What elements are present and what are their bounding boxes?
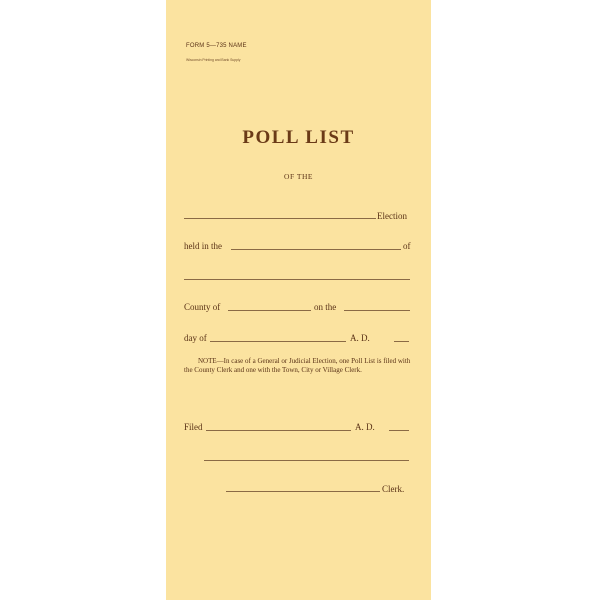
filing-blank[interactable]	[204, 460, 409, 461]
poll-list-form	[166, 0, 431, 600]
ad-label: A. D.	[350, 333, 370, 343]
form-number: FORM 5—735 NAME	[186, 43, 247, 49]
election-label: Election	[377, 211, 407, 221]
clerk-signature-blank[interactable]	[226, 491, 380, 492]
filed-ad-label: A. D.	[355, 422, 375, 432]
municipality-blank[interactable]	[184, 279, 410, 280]
date-blank[interactable]	[344, 310, 410, 311]
on-the-label: on the	[314, 302, 337, 312]
filed-blank[interactable]	[206, 430, 351, 431]
county-blank[interactable]	[228, 310, 311, 311]
year-blank[interactable]	[394, 341, 409, 342]
day-of-blank[interactable]	[210, 341, 346, 342]
of-label: of	[403, 241, 411, 251]
held-in-blank[interactable]	[231, 249, 401, 250]
held-in-label: held in the	[184, 241, 222, 251]
election-name-blank[interactable]	[184, 218, 376, 219]
county-of-label: County of	[184, 302, 221, 312]
note-text: NOTE—In case of a General or Judicial Election, one Poll List is filed with the County Clerk and one with the Town, City or Village Clerk.	[184, 357, 411, 374]
printer-imprint: Wisconsin Printing and Bank Supply	[186, 58, 241, 62]
form-title: POLL LIST	[242, 127, 355, 148]
day-of-label: day of	[184, 333, 207, 343]
filed-label: Filed	[184, 422, 203, 432]
clerk-label: Clerk.	[382, 484, 405, 494]
form-subtitle: OF THE	[284, 172, 313, 181]
filed-year-blank[interactable]	[389, 430, 409, 431]
